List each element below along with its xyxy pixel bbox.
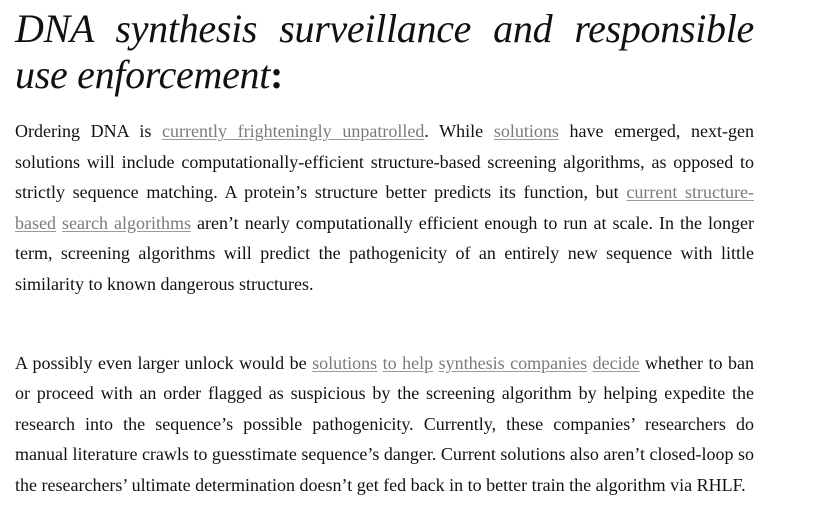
link-current-structure-based[interactable]: current structure-based bbox=[15, 182, 754, 233]
link-decide[interactable]: decide bbox=[592, 352, 640, 373]
paragraph-text: A possibly even larger unlock would be bbox=[15, 352, 313, 373]
link-to-help[interactable]: to help bbox=[382, 352, 434, 373]
link-solutions[interactable]: solutions bbox=[493, 121, 559, 141]
link-currently-frighteningly-unpatrolled[interactable]: currently frighteningly unpatrolled bbox=[162, 121, 425, 141]
article bbox=[15, 6, 754, 501]
link-synthesis-companies[interactable]: synthesis companies bbox=[438, 352, 588, 373]
link-solutions-2[interactable]: solutions bbox=[312, 352, 378, 373]
paragraph-text: have emerged, next-gen solutions will include computationally-efficient structure-based screening algorithms, as opposed to strictly sequence matching. A protein’s structure better predicts its function, but bbox=[15, 121, 754, 203]
section-heading bbox=[15, 6, 754, 98]
link-search-algorithms[interactable]: search algorithms bbox=[62, 212, 192, 233]
heading-colon: : bbox=[270, 52, 284, 97]
paragraph-text: aren’t nearly computationally efficient enough to run at scale. In the longer term, screening algorithms will predict the pathogenicity of an entirely new sequence with little similarity to known dangerous structures. bbox=[15, 212, 755, 294]
paragraph-text: Ordering DNA is bbox=[15, 121, 163, 141]
paragraph-dna-ordering bbox=[15, 116, 754, 300]
paragraph-larger-unlock bbox=[15, 348, 754, 501]
paragraph-text: whether to ban or proceed with an order flagged as suspicious by the screening algorithm by helping expedite the research into the sequence’s possible pathogenicity. Currently, these companies’ researchers do manual literature crawls to guesstimate sequence’s danger. Current solutions also aren’t closed-loop so the researchers’ ultimate determination doesn’t get fed back in to better train the algorithm via RHLF. bbox=[15, 352, 755, 495]
heading-title: DNA synthesis surveillance and responsible use enforcement bbox=[15, 6, 754, 97]
paragraph-text: . While bbox=[424, 121, 494, 141]
